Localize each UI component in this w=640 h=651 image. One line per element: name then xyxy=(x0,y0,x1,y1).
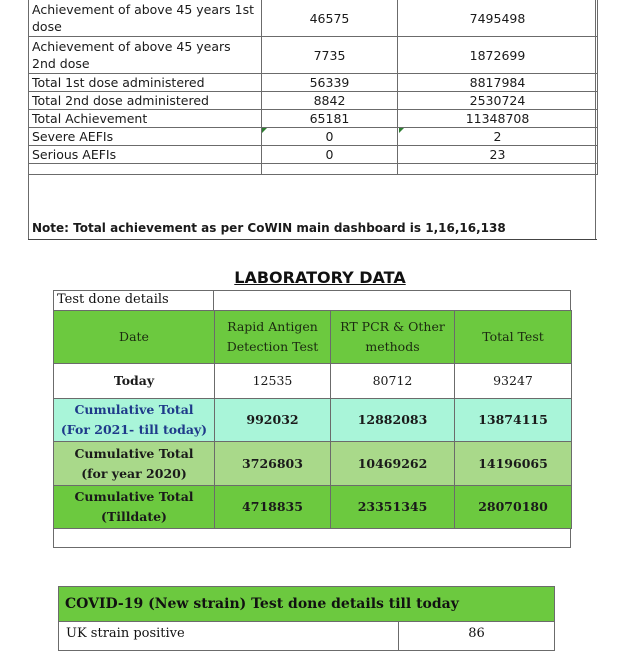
header-date: Date xyxy=(54,311,215,364)
cell-marker xyxy=(399,128,404,133)
row-label: Achievement of above 45 years 2nd dose xyxy=(29,37,262,74)
row-label xyxy=(54,399,215,442)
vaccination-frame xyxy=(28,0,596,240)
row-label: Total 1st dose administered xyxy=(29,74,262,92)
strain-value: 86 xyxy=(468,626,485,641)
cell-marker xyxy=(262,128,267,133)
rapid-value: 992032 xyxy=(215,399,331,442)
row-label-line1: Cumulative Total xyxy=(74,402,194,417)
header-rapid-line2: Detection Test xyxy=(226,339,319,354)
row-value: 8817984 xyxy=(398,74,598,92)
row-value: 0 xyxy=(262,146,398,164)
row-label: Today xyxy=(54,364,215,399)
row-value: 56339 xyxy=(262,74,398,92)
row-label xyxy=(54,486,215,529)
table-row xyxy=(54,364,572,399)
rtpcr-value: 10469262 xyxy=(331,442,455,486)
header-rtpcr-line2: methods xyxy=(365,339,420,354)
row-label: Severe AEFIs xyxy=(29,128,262,146)
row-value: 65181 xyxy=(262,110,398,128)
row-label-line2: (For 2021- till today) xyxy=(60,422,208,437)
divider xyxy=(213,290,214,310)
row-value: 8842 xyxy=(262,92,398,110)
row-label-line2: (for year 2020) xyxy=(81,465,187,481)
total-value: 14196065 xyxy=(455,442,572,486)
row-value: 2530724 xyxy=(398,92,598,110)
strain-label: UK strain positive xyxy=(66,626,185,641)
row-label-line2: (Tilldate) xyxy=(101,509,167,524)
row-value: 7735 xyxy=(262,37,398,74)
table-row xyxy=(54,442,572,486)
row-value: 1872699 xyxy=(398,37,598,74)
total-value: 28070180 xyxy=(455,486,572,529)
row-label-line1: Cumulative Total xyxy=(74,489,194,504)
table-header-row xyxy=(54,311,572,364)
row-label xyxy=(54,442,215,486)
header-total: Total Test xyxy=(455,311,572,364)
header-rtpcr xyxy=(331,311,455,364)
row-value: 2 xyxy=(398,128,598,146)
row-label: Serious AEFIs xyxy=(29,146,262,164)
divider xyxy=(28,239,597,240)
rapid-value: 3726803 xyxy=(215,442,331,486)
rtpcr-value: 12882083 xyxy=(331,399,455,442)
lab-title: LABORATORY DATA xyxy=(234,268,406,287)
header-rtpcr-line1: RT PCR & Other xyxy=(340,319,445,334)
row-value: 11348708 xyxy=(398,110,598,128)
row-value: 0 xyxy=(262,128,398,146)
row-label: Total 2nd dose administered xyxy=(29,92,262,110)
rtpcr-value: 23351345 xyxy=(331,486,455,529)
row-label-line1: Cumulative Total xyxy=(74,445,194,461)
header-rapid xyxy=(215,311,331,364)
total-value: 93247 xyxy=(455,364,572,399)
header-rapid-line1: Rapid Antigen xyxy=(227,319,318,334)
table-row xyxy=(54,486,572,529)
table-row xyxy=(54,399,572,442)
lab-table xyxy=(53,310,572,529)
row-label: Total Achievement xyxy=(29,110,262,128)
strain-title: COVID-19 (New strain) Test done details till today xyxy=(58,586,555,622)
total-value: 13874115 xyxy=(455,399,572,442)
lab-caption: Test done details xyxy=(57,292,169,307)
rapid-value: 4718835 xyxy=(215,486,331,529)
row-label: Achievement of above 45 years 1st dose xyxy=(29,0,262,37)
cowin-note: Note: Total achievement as per CoWIN main dashboard is 1,16,16,138 xyxy=(32,221,506,235)
row-value: 46575 xyxy=(262,0,398,37)
rtpcr-value: 80712 xyxy=(331,364,455,399)
rapid-value: 12535 xyxy=(215,364,331,399)
row-value: 23 xyxy=(398,146,598,164)
row-value: 7495498 xyxy=(398,0,598,37)
